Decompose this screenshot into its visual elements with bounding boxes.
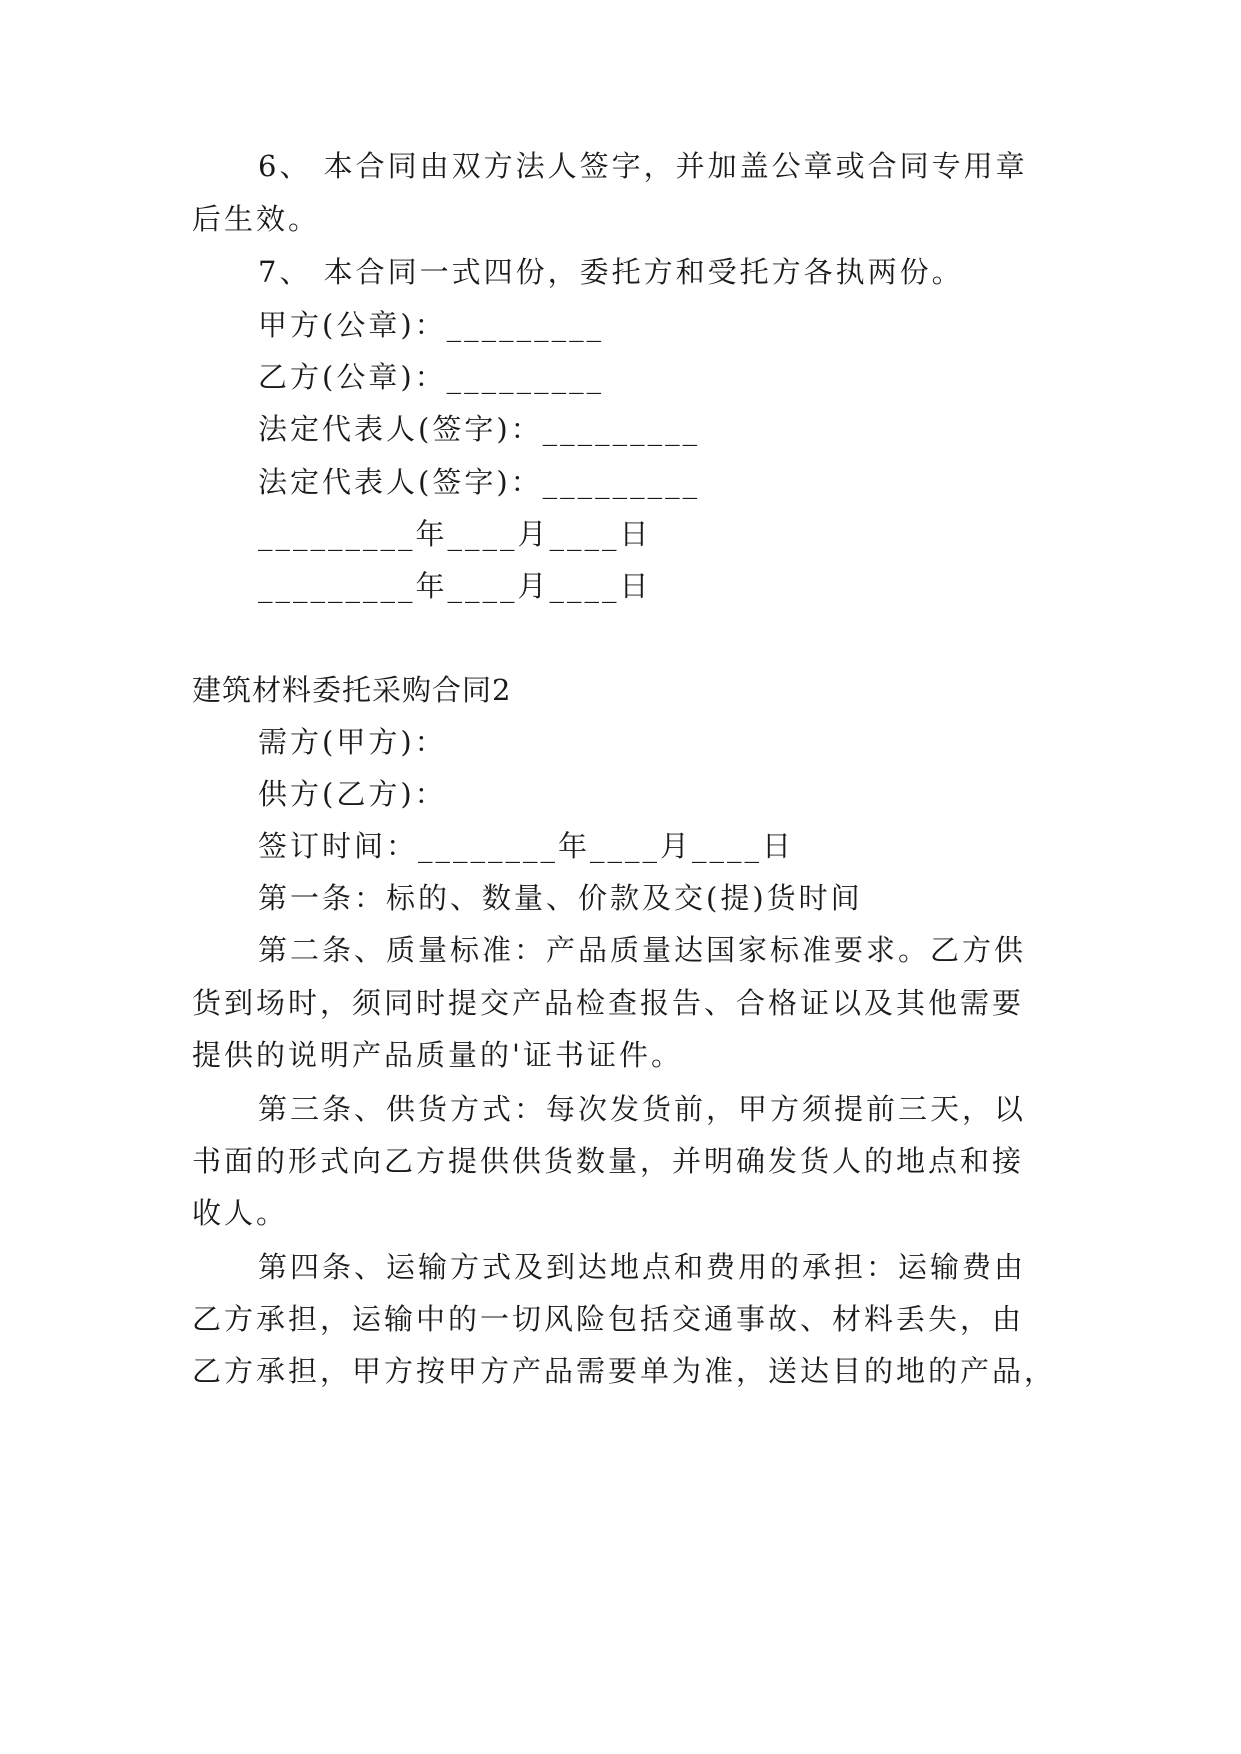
date-field-2: _________年____月____日: [258, 569, 652, 603]
article-4-line-2: 乙方承担，运输中的一切风险包括交通事故、材料丢失，由: [192, 1302, 1025, 1336]
legal-rep-signature-2: 法定代表人(签字)：_________: [258, 465, 701, 499]
article-4-line-1: 第四条、运输方式及到达地点和费用的承担：运输费由: [258, 1250, 1027, 1284]
party-a-seal-field: 甲方(公章)：_________: [258, 308, 605, 342]
article-3-line-1: 第三条、供货方式：每次发货前，甲方须提前三天，以: [258, 1092, 1027, 1126]
sign-date-field: 签订时间：________年____月____日: [258, 829, 795, 863]
party-b-seal-field: 乙方(公章)：_________: [258, 360, 605, 394]
clause-6-line-2: 后生效。: [192, 202, 321, 236]
article-4-line-3: 乙方承担，甲方按甲方产品需要单为准，送达目的地的产品，: [192, 1354, 1057, 1388]
contract-title: 建筑材料委托采购合同2: [192, 673, 512, 707]
article-3-line-2: 书面的形式向乙方提供供货数量，并明确发货人的地点和接: [192, 1144, 1025, 1178]
buyer-field: 需方(甲方)：: [258, 725, 447, 759]
date-field-1: _________年____月____日: [258, 517, 652, 551]
clause-6-line-1: 6、 本合同由双方法人签字，并加盖公章或合同专用章: [258, 149, 1028, 183]
article-1: 第一条：标的、数量、价款及交(提)货时间: [258, 881, 863, 915]
article-2-line-2: 货到场时，须同时提交产品检查报告、合格证以及其他需要: [192, 986, 1025, 1020]
legal-rep-signature-1: 法定代表人(签字)：_________: [258, 412, 701, 446]
supplier-field: 供方(乙方)：: [258, 777, 447, 811]
clause-7: 7、 本合同一式四份，委托方和受托方各执两份。: [258, 255, 964, 289]
article-2-line-3: 提供的说明产品质量的'证书证件。: [192, 1038, 683, 1072]
article-2-line-1: 第二条、质量标准：产品质量达国家标准要求。乙方供: [258, 933, 1027, 967]
article-3-line-3: 收人。: [192, 1196, 289, 1230]
